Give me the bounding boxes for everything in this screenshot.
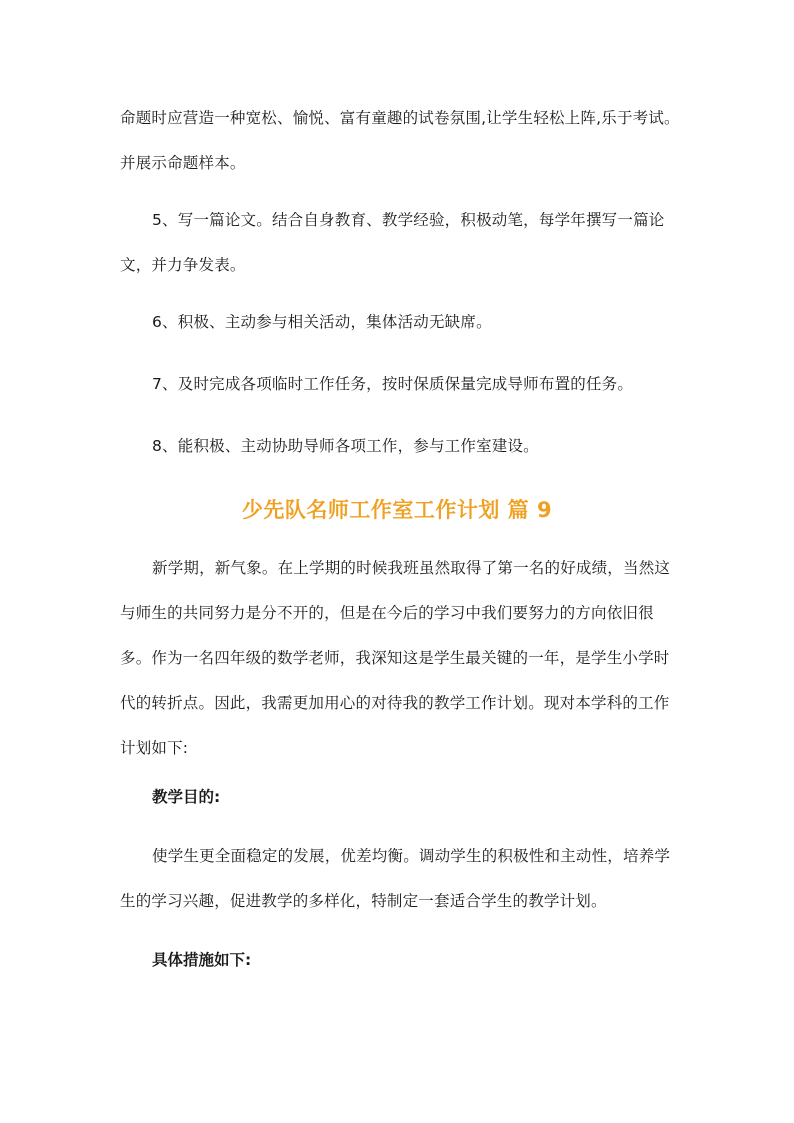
- text-line: 6、积极、主动参与相关活动，集体活动无缺席。: [152, 313, 492, 331]
- list-item-5: [120, 198, 676, 288]
- text-line: 使学生更全面稳定的发展，优差均衡。调动学生的积极性和主动性，培养学: [152, 847, 671, 865]
- text-line: 7、及时完成各项临时工作任务，按时保质保量完成导师布置的任务。: [152, 375, 634, 393]
- teaching-goal-paragraph: [120, 834, 676, 924]
- body-intro-paragraph: [120, 546, 676, 771]
- text-line: 并展示命题样本。: [120, 154, 246, 172]
- intro-paragraph: [120, 96, 680, 186]
- teaching-goal-heading: 教学目的:: [152, 788, 221, 806]
- text-line: 多。作为一名四年级的数学老师，我深知这是学生最关键的一年，是学生小学时: [120, 649, 670, 667]
- text-line: 新学期，新气象。在上学期的时候我班虽然取得了第一名的好成绩，当然这: [152, 559, 671, 577]
- text-line: 命题时应营造一种宽松、愉悦、富有童趣的试卷氛围,让学生轻松上阵,乐于考试。: [120, 109, 680, 127]
- list-item-7: [120, 362, 676, 407]
- text-line: 5、写一篇论文。结合自身教育、教学经验，积极动笔，每学年撰写一篇论: [152, 211, 665, 229]
- list-item-8: [120, 424, 676, 469]
- list-item-6: [120, 300, 676, 345]
- text-line: 生的学习兴趣，促进教学的多样化，特制定一套适合学生的教学计划。: [120, 892, 607, 910]
- measures-heading: 具体措施如下:: [152, 951, 252, 969]
- text-line: 8、能积极、主动协助导师各项工作，参与工作室建设。: [152, 437, 539, 455]
- text-line: 计划如下:: [120, 739, 189, 757]
- text-line: 文，并力争发表。: [120, 256, 246, 274]
- section-title: 少先队名师工作室工作计划 篇 9: [241, 498, 553, 522]
- text-line: 代的转折点。因此，我需更加用心的对待我的教学工作计划。现对本学科的工作: [120, 694, 670, 712]
- text-line: 与师生的共同努力是分不开的，但是在今后的学习中我们要努力的方向依旧很: [120, 604, 654, 622]
